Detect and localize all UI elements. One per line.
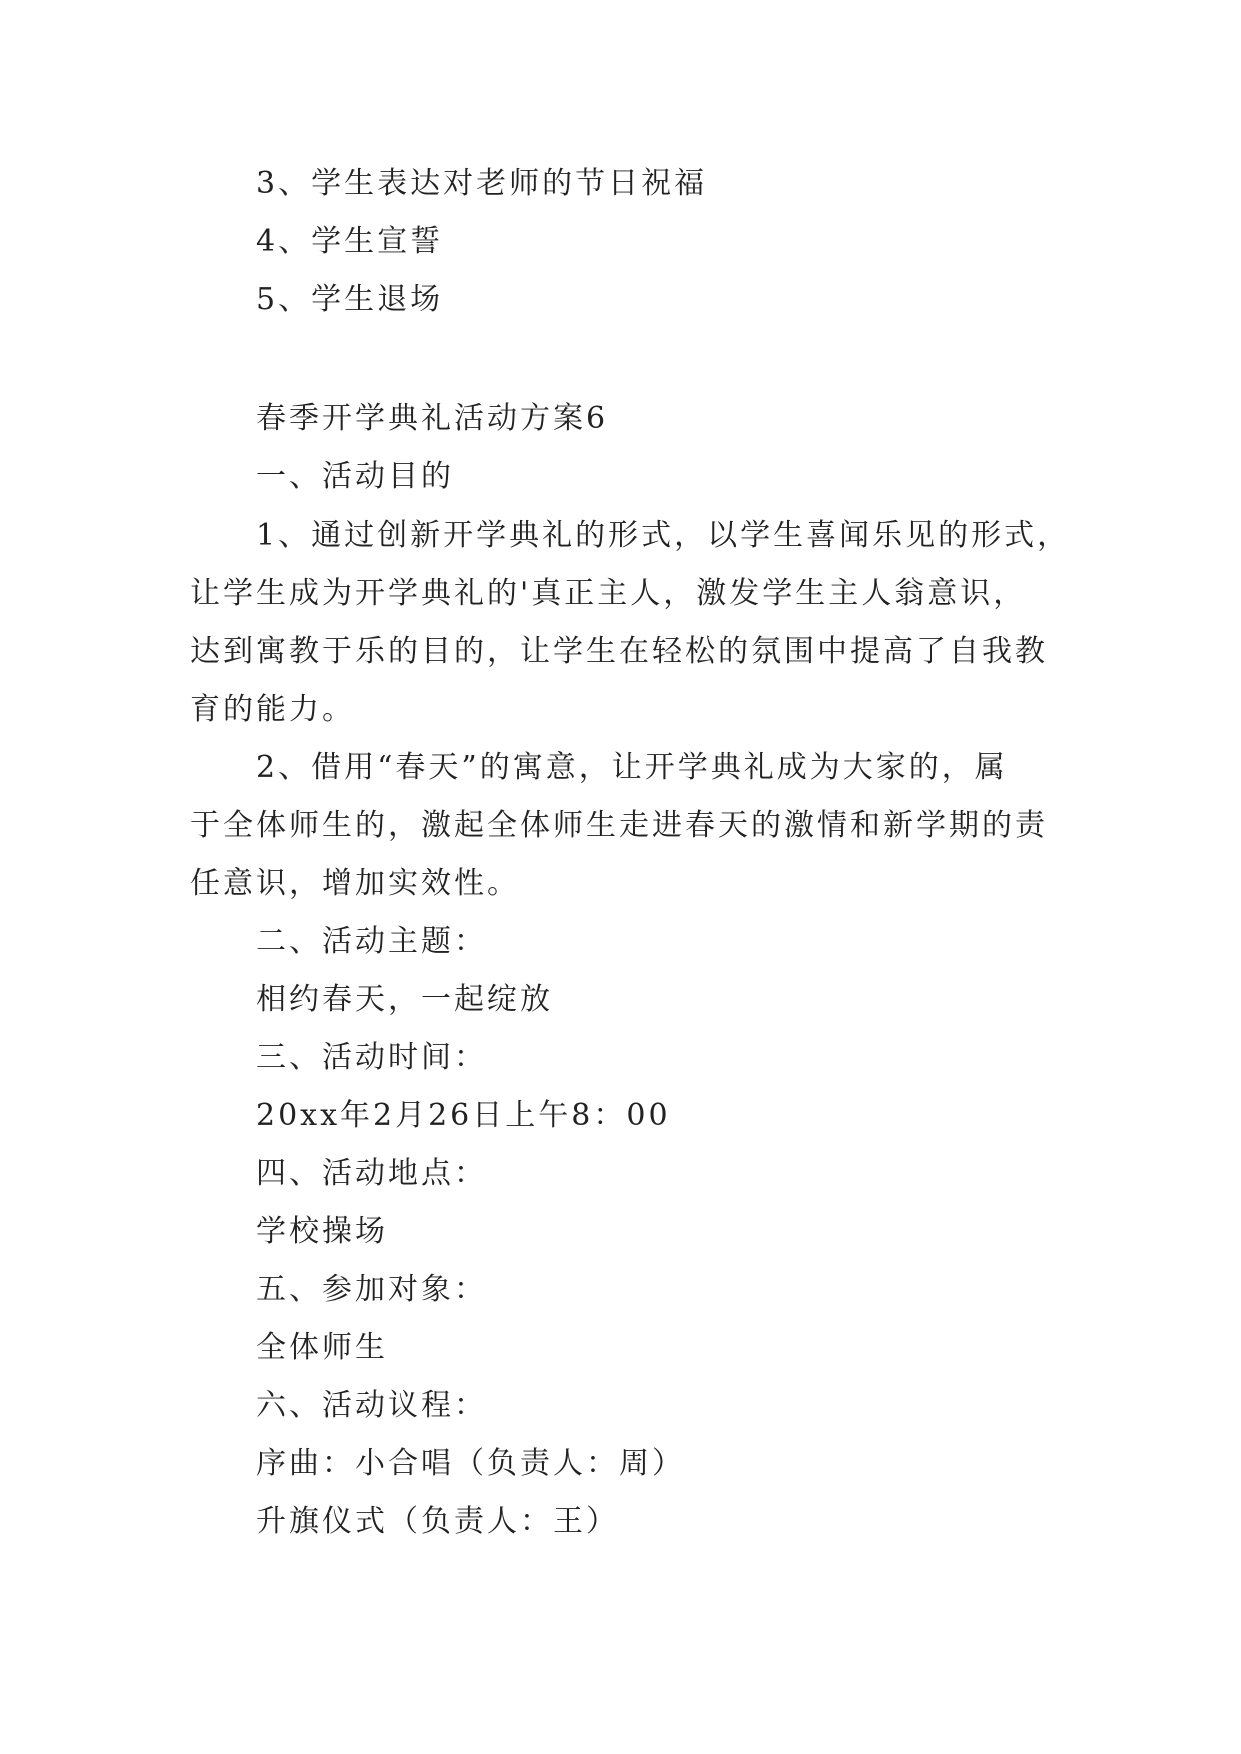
location-value: 学校操场 bbox=[256, 1214, 388, 1249]
paragraph-line: 于全体师生的，激起全体师生走进春天的激情和新学期的责 bbox=[190, 808, 1048, 843]
heading-purpose: 一、活动目的 bbox=[256, 459, 454, 494]
heading-location: 四、活动地点： bbox=[256, 1156, 487, 1191]
paragraph-line: 育的能力。 bbox=[190, 692, 355, 727]
paragraph-line: 1、通过创新开学典礼的形式，以学生喜闻乐见的形式， bbox=[256, 518, 1071, 553]
theme-value: 相约春天，一起绽放 bbox=[256, 982, 553, 1017]
paragraph-line: 达到寓教于乐的目的，让学生在轻松的氛围中提高了自我教 bbox=[190, 634, 1048, 669]
agenda-entry: 序曲：小合唱（负责人：周） bbox=[256, 1446, 685, 1481]
agenda-item-4: 4、学生宣誓 bbox=[256, 224, 444, 259]
heading-theme: 二、活动主题： bbox=[256, 924, 487, 959]
agenda-item-5: 5、学生退场 bbox=[256, 282, 444, 317]
section-title: 春季开学典礼活动方案6 bbox=[256, 401, 609, 436]
heading-time: 三、活动时间： bbox=[256, 1040, 487, 1075]
participants-value: 全体师生 bbox=[256, 1330, 388, 1365]
agenda-entry: 升旗仪式（负责人：王） bbox=[256, 1504, 619, 1539]
time-value: 20xx年2月26日上午8：00 bbox=[256, 1098, 671, 1133]
paragraph-line: 任意识，增加实效性。 bbox=[190, 866, 520, 901]
paragraph-line: 让学生成为开学典礼的'真正主人，激发学生主人翁意识， bbox=[190, 576, 1027, 611]
heading-participants: 五、参加对象： bbox=[256, 1272, 487, 1307]
paragraph-line: 2、借用“春天”的寓意，让开学典礼成为大家的，属 bbox=[256, 750, 1008, 785]
heading-agenda: 六、活动议程： bbox=[256, 1388, 487, 1423]
agenda-item-3: 3、学生表达对老师的节日祝福 bbox=[256, 166, 708, 201]
